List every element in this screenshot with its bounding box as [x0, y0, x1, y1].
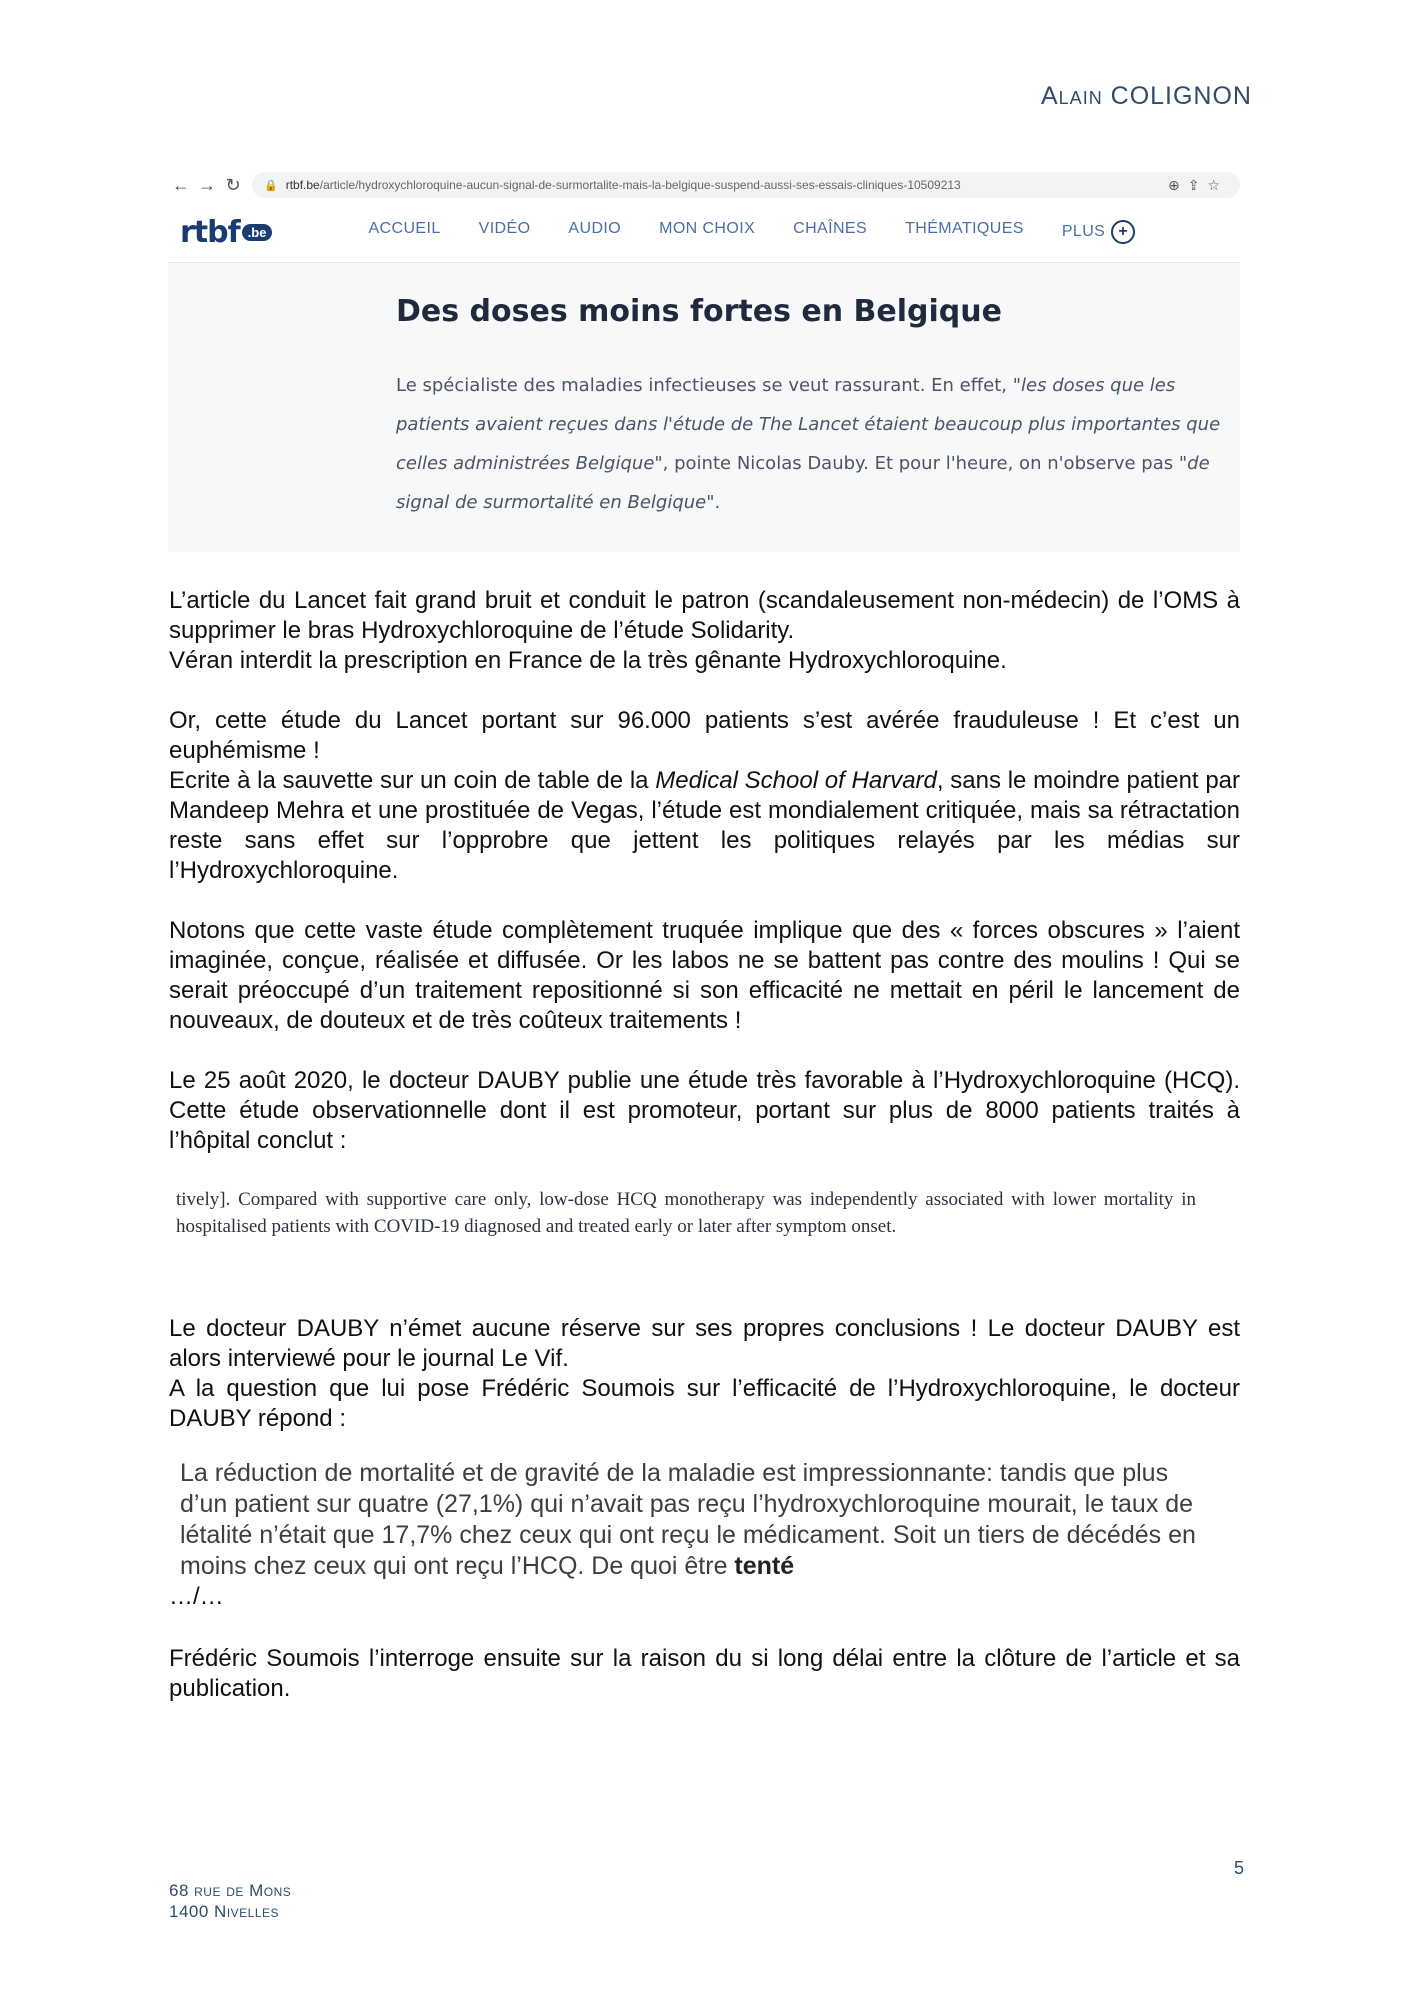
nav-item-audio: AUDIO [568, 220, 622, 237]
paragraph-text: A la question que lui pose Frédéric Soumois sur l’efficacité de l’Hydroxychloroquine, le docteur DAUBY répond : [169, 1375, 1240, 1432]
header-author: Alain COLIGNON [1041, 82, 1252, 110]
paragraph-text: Notons que cette vaste étude complètement truquée implique que des « forces obscures » l’aient imaginée, conçue, réalisée et diffusée. Or les labos ne se battent pas contre des moulins ! Qui se serait préoccupé d’un traitement repositionné si son efficacité ne mettait en péril le lancement de nouveaux, de douteux et de très coûteux traitements ! [169, 917, 1240, 1034]
paragraph-text: Véran interdit la prescription en France de la très gênante Hydroxychloroquine. [169, 647, 1007, 674]
interview-quote-image [180, 1458, 1220, 1582]
quote-text: La réduction de mortalité et de gravité de la maladie est impressionnante: tandis que plus d’un patient sur quatre (27,1%) qui n’avait pas reçu l’hydroxychloroquine mourait, le taux de létalité n’était que 17,7% chez ceux qui ont reçu le médicament. Soit un tiers de décédés en moins chez ceux qui ont reçu l’HCQ. De quoi être [180, 1459, 1196, 1580]
site-navbar [168, 202, 1240, 263]
article-text: . [714, 492, 721, 513]
address-field [252, 172, 1240, 198]
embedded-screenshot [168, 168, 1240, 552]
paragraph-text [169, 766, 1240, 886]
nav-item-video: VIDÉO [478, 220, 531, 237]
paragraph-text: Frédéric Soumois l’interroge ensuite sur la raison du si long délai entre la clôture de l’article et sa publication. [169, 1645, 1240, 1702]
ellipsis: …/… [169, 1583, 224, 1610]
article-excerpt [396, 366, 1226, 522]
logo-badge: .be [242, 224, 273, 241]
page-number: 5 [1233, 1858, 1244, 1878]
plus-icon: + [1111, 220, 1135, 244]
nav-plus-label: PLUS [1061, 223, 1106, 240]
paragraph-text: L’article du Lancet fait grand bruit et conduit le patron (scandaleusement non-médecin) de l’OMS à supprimer le bras Hydroxychloroquine de l’étude Solidarity. [169, 587, 1240, 644]
text-run: , sans le moindre patient par Mandeep Mehra et une prostituée de Vegas, l’étude est mondialement critiquée, mais sa rétractation reste sans effet sur l’opprobre que jettent les politiques relayés par les médias sur l’Hydroxychloroquine. [169, 767, 1241, 884]
paragraph-lancet [169, 586, 1240, 1156]
url-path: /article/hydroxychloroquine-aucun-signal-de-surmortalite-mais-la-belgique-suspend-aussi-ses-essais-cliniques-10509213 [319, 178, 961, 192]
quote-bold: tenté [734, 1552, 795, 1580]
paragraph-dauby [169, 1314, 1240, 1434]
nav-item-accueil: ACCUEIL [368, 220, 441, 237]
paragraph-text: Le 25 août 2020, le docteur DAUBY publie une étude très favorable à l’Hydroxychloroquine (HCQ). Cette étude observationnelle dont il est promoteur, portant sur plus de 8000 patients traités à l’hôpital conclut : [169, 1067, 1240, 1154]
address-line: 68 rue de Mons [169, 1881, 292, 1900]
italic-text: Medical School of Harvard [655, 767, 937, 794]
study-quote-image: tively]. Compared with supportive care only, low-dose HCQ monotherapy was independently associated with lower mortality in hospitalised patients with COVID-19 diagnosed and treated early or later after symptom onset. [176, 1189, 1196, 1237]
nav-item-thematiques: THÉMATIQUES [905, 220, 1024, 237]
back-arrow-icon: ← [172, 174, 190, 195]
nav-item-chaines: CHAÎNES [793, 220, 868, 237]
address-line: 1400 Nivelles [169, 1902, 280, 1921]
url-domain: rtbf.be [285, 178, 320, 192]
text-run: Ecrite à la sauvette sur un coin de table de la [169, 767, 656, 794]
paragraph-text: Or, cette étude du Lancet portant sur 96.000 patients s’est avérée frauduleuse ! Et c’est un euphémisme ! [169, 707, 1240, 764]
site-nav [368, 220, 1173, 244]
article-text: , pointe Nicolas Dauby. Et pour l'heure, on n'observe pas [662, 453, 1179, 474]
footer-address [169, 1880, 291, 1922]
forward-arrow-icon: → [198, 174, 216, 195]
paragraph-text: Le docteur DAUBY n’émet aucune réserve sur ses propres conclusions ! Le docteur DAUBY est alors interviewé pour le journal Le Vif. [169, 1315, 1240, 1372]
browser-url-bar [168, 168, 1240, 202]
paragraph-soumois [169, 1644, 1240, 1704]
lock-icon: 🔒 [264, 179, 278, 192]
article-quote: "les doses que les patients avaient reçues dans l'étude de The Lancet étaient beaucoup plus importantes que celles administrées Belgique" [396, 375, 1221, 474]
reload-icon: ↻ [225, 174, 241, 195]
article-quote: "de signal de surmortalité en Belgique" [396, 453, 1210, 513]
browser-action-icons: ⊕⇪☆ [1167, 176, 1228, 193]
nav-item-mon-choix: MON CHOIX [659, 220, 756, 237]
nav-item-plus [1062, 220, 1135, 244]
article-text: Le spécialiste des maladies infectieuses se veut rassurant. En effet, [396, 375, 1013, 396]
article-title: Des doses moins fortes en Belgique [396, 294, 1002, 329]
logo-text: rtbf [180, 214, 240, 250]
rtbf-logo [180, 215, 272, 250]
